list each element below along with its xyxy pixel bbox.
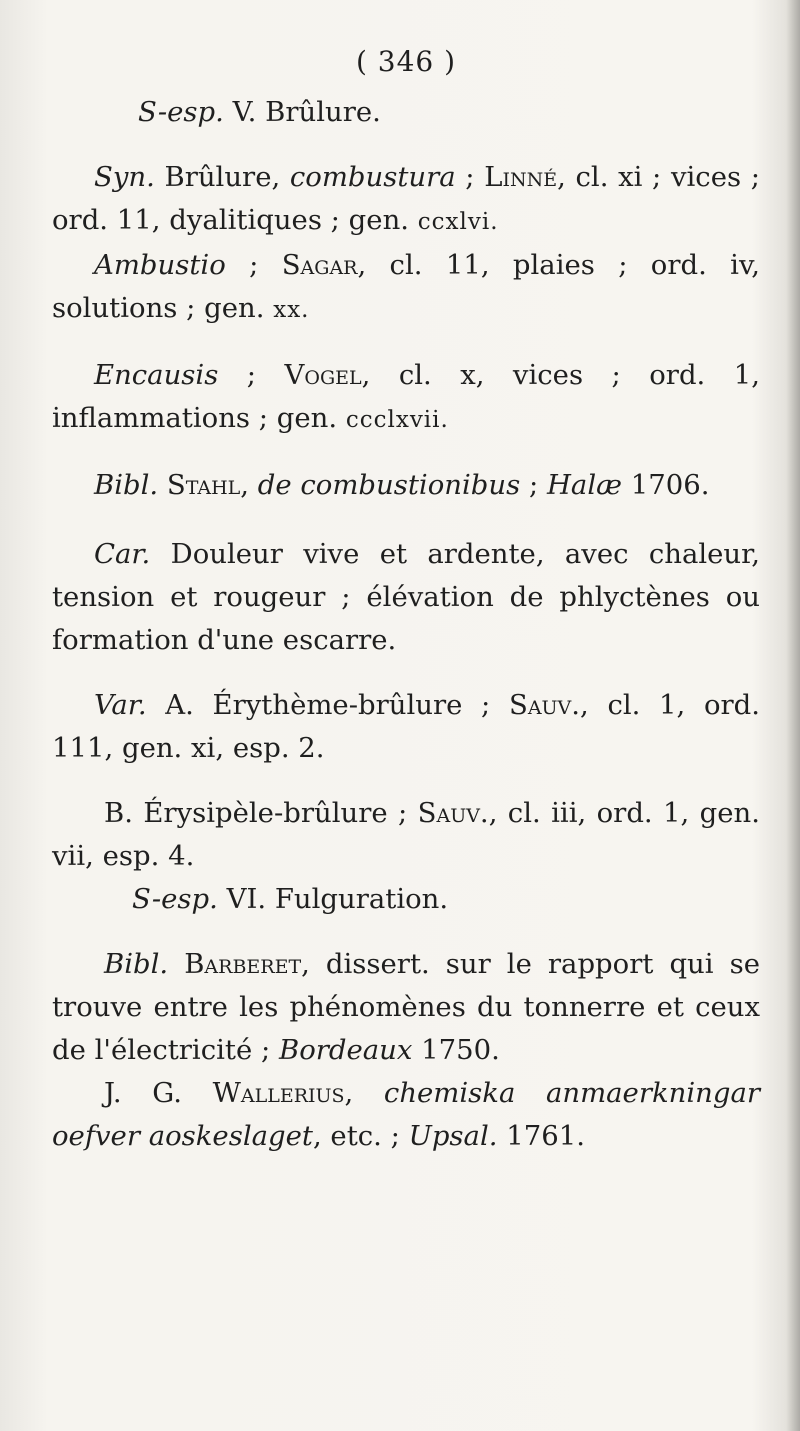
bibliography-paragraph-barberet: Bibl. Barberet, dissert. sur le rapport qui se trouve entre les phénomènes du tonnerre et ceux de l'électricité ; Bordeaux 1750. [52, 948, 760, 1066]
subspecies-heading-v [52, 91, 760, 134]
characteristics-paragraph: Car. Douleur vive et ardente, avec chaleur, tension et rougeur ; élévation de phlyctènes ou formation d'une escarre. [52, 538, 760, 656]
author-sagar: Sagar [281, 249, 358, 281]
author-wallerius: Wallerius [212, 1077, 345, 1109]
subspecies-title: VI. Fulguration. [217, 883, 449, 915]
subspecies-abbrev: S-esp. [132, 883, 218, 915]
encausis-paragraph: Encausis ; Vogel, cl. x, vices ; ord. 1, inflammations ; gen. ccclxvii. [52, 359, 760, 434]
author-barberet: Barberet [184, 948, 302, 980]
author-vogel: Vogel [284, 359, 362, 391]
variety-a-paragraph: Var. A. Érythème-brûlure ; Sauv., cl. 1, ord. 111, gen. xi, esp. 2. [52, 689, 760, 764]
author-sauv: Sauv. [417, 797, 489, 829]
author-stahl: Stahl [166, 469, 241, 501]
ambustio-paragraph: Ambustio ; Sagar, cl. 11, plaies ; ord. iv, solutions ; gen. xx. [52, 249, 760, 324]
subspecies-abbrev: S-esp. [138, 96, 224, 128]
page-content [52, 40, 760, 1158]
bibliography-paragraph-wallerius: J. G. Wallerius, chemiska anmaerkningar oefver aoskeslaget, etc. ; Upsal. 1761. [52, 1077, 761, 1152]
author-linne: Linné [484, 161, 558, 193]
variety-b-paragraph: B. Érysipèle-brûlure ; Sauv., cl. iii, ord. 1, gen. vii, esp. 4. [52, 797, 760, 872]
synonym-paragraph: Syn. Brûlure, combustura ; Linné, cl. xi ; vices ; ord. 11, dyalitiques ; gen. ccxlvi. [52, 161, 761, 236]
subspecies-title: V. Brûlure. [223, 96, 381, 128]
page-number: ( 346 ) [355, 45, 457, 78]
bibliography-paragraph-stahl: Bibl. Stahl, de combustionibus ; Halæ 1706. [94, 469, 710, 501]
subspecies-heading-vi [52, 878, 760, 921]
author-sauv: Sauv. [508, 689, 581, 721]
